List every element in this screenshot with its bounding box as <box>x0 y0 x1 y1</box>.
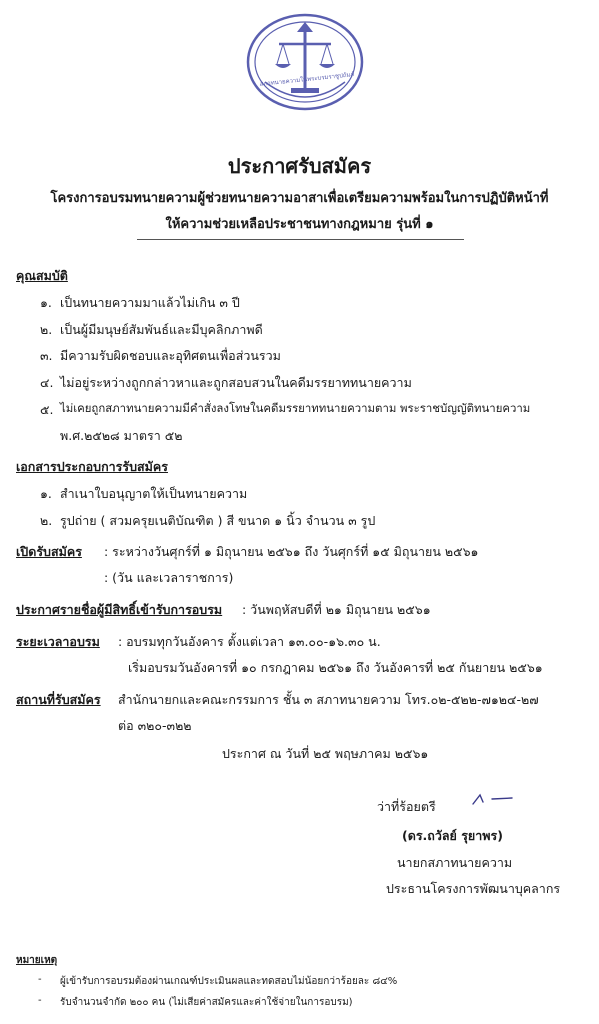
subtitle-line-2: ให้ความช่วยเหลือประชาชนทางกฎหมาย รุ่นที่ ๑ <box>165 217 434 232</box>
open-period-note: : (วัน และเวลาราชการ) <box>104 570 234 585</box>
documents-heading: เอกสารประกอบการรับสมัคร <box>16 459 168 474</box>
qualification-number: ๕. <box>40 402 54 417</box>
open-period-label: เปิดรับสมัคร <box>16 544 82 559</box>
document-number: ๑. <box>40 486 52 501</box>
note-bullet: - <box>38 995 42 1006</box>
open-period-value: : ระหว่างวันศุกร์ที่ ๑ มิถุนายน ๒๕๖๑ ถึง วันศุกร์ที่ ๑๕ มิถุนายน ๒๕๖๑ <box>104 544 479 559</box>
council-seal-logo <box>245 12 365 112</box>
qualification-item: ไม่อยู่ระหว่างถูกกล่าวหาและถูกสอบสวนในคดีมรรยาททนายความ <box>60 375 412 390</box>
signatory-position-1: นายกสภาทนายความ <box>397 855 513 870</box>
qualification-number: ๔. <box>40 375 54 390</box>
qualification-number: ๓. <box>40 348 53 363</box>
document-item: รูปถ่าย ( สวมครุยเนติบัณฑิต ) สี ขนาด ๑ นิ้ว จำนวน ๓ รูป <box>60 513 376 528</box>
qualification-item: เป็นทนายความมาแล้วไม่เกิน ๓ ปี <box>60 295 240 310</box>
document-item: สำเนาใบอนุญาตให้เป็นทนายความ <box>60 486 248 501</box>
seal-caption: สภาทนายความในพระบรมราชูปถัมภ์ <box>259 71 355 88</box>
announcement-date: ประกาศ ณ วันที่ ๒๕ พฤษภาคม ๒๕๖๑ <box>222 746 429 761</box>
document-number: ๒. <box>40 513 53 528</box>
training-period-value: : อบรมทุกวันอังคาร ตั้งแต่เวลา ๑๓.๐๐-๑๖.๓๐ น. <box>118 634 381 649</box>
qualification-item: มีความรับผิดชอบและอุทิศตนเพื่อส่วนรวม <box>60 348 281 363</box>
application-place-extension: ต่อ ๓๒๐-๓๒๒ <box>118 718 192 733</box>
signatory-position-2: ประธานโครงการพัฒนาบุคลากร <box>386 881 561 896</box>
title-divider <box>137 239 464 240</box>
handwritten-signature <box>470 790 520 810</box>
qualification-number: ๒. <box>40 322 53 337</box>
notes-heading: หมายเหตุ <box>16 955 58 966</box>
application-place-value: สำนักนายกและคณะกรรมการ ชั้น ๓ สภาทนายความ โทร.๐๒-๕๒๒-๗๑๒๔-๒๗ <box>118 692 539 707</box>
qualification-item: เป็นผู้มีมนุษย์สัมพันธ์และมีบุคลิกภาพดี <box>60 322 263 337</box>
signatory-name: (ดร.ถวัลย์ รุยาพร) <box>402 828 503 843</box>
qualification-number: ๑. <box>40 295 52 310</box>
signatory-rank: ว่าที่ร้อยตรี <box>377 799 436 814</box>
announcement-value: : วันพฤหัสบดีที่ ๒๑ มิถุนายน ๒๕๖๑ <box>242 602 431 617</box>
qualification-item-continued: พ.ศ.๒๕๒๘ มาตรา ๕๒ <box>60 428 183 443</box>
announcement-label: ประกาศรายชื่อผู้มีสิทธิ์เข้ารับการอบรม <box>16 602 223 617</box>
note-item: รับจำนวนจำกัด ๒๐๐ คน (ไม่เสียค่าสมัครและค่าใช้จ่ายในการอบรม) <box>60 997 353 1008</box>
page-title: ประกาศรับสมัคร <box>227 154 372 178</box>
training-period-label: ระยะเวลาอบรม <box>16 634 100 649</box>
note-bullet: - <box>38 974 42 985</box>
application-place-label: สถานที่รับสมัคร <box>16 692 101 707</box>
qualifications-heading: คุณสมบัติ <box>16 268 68 283</box>
qualification-item: ไม่เคยถูกสภาทนายความมีคำสั่งลงโทษในคดีมรรยาททนายความตาม พระราชบัญญัติทนายความ <box>60 401 531 415</box>
training-period-dates: เริ่มอบรมวันอังคารที่ ๑๐ กรกฎาคม ๒๕๖๑ ถึง วันอังคารที่ ๒๕ กันยายน ๒๕๖๑ <box>128 660 543 675</box>
note-item: ผู้เข้ารับการอบรมต้องผ่านเกณฑ์ประเมินผลและทดสอบไม่น้อยกว่าร้อยละ ๘๔% <box>60 976 398 987</box>
subtitle-line-1: โครงการอบรมทนายความผู้ช่วยทนายความอาสาเพื่อเตรียมความพร้อมในการปฏิบัติหน้าที่ <box>50 191 549 206</box>
